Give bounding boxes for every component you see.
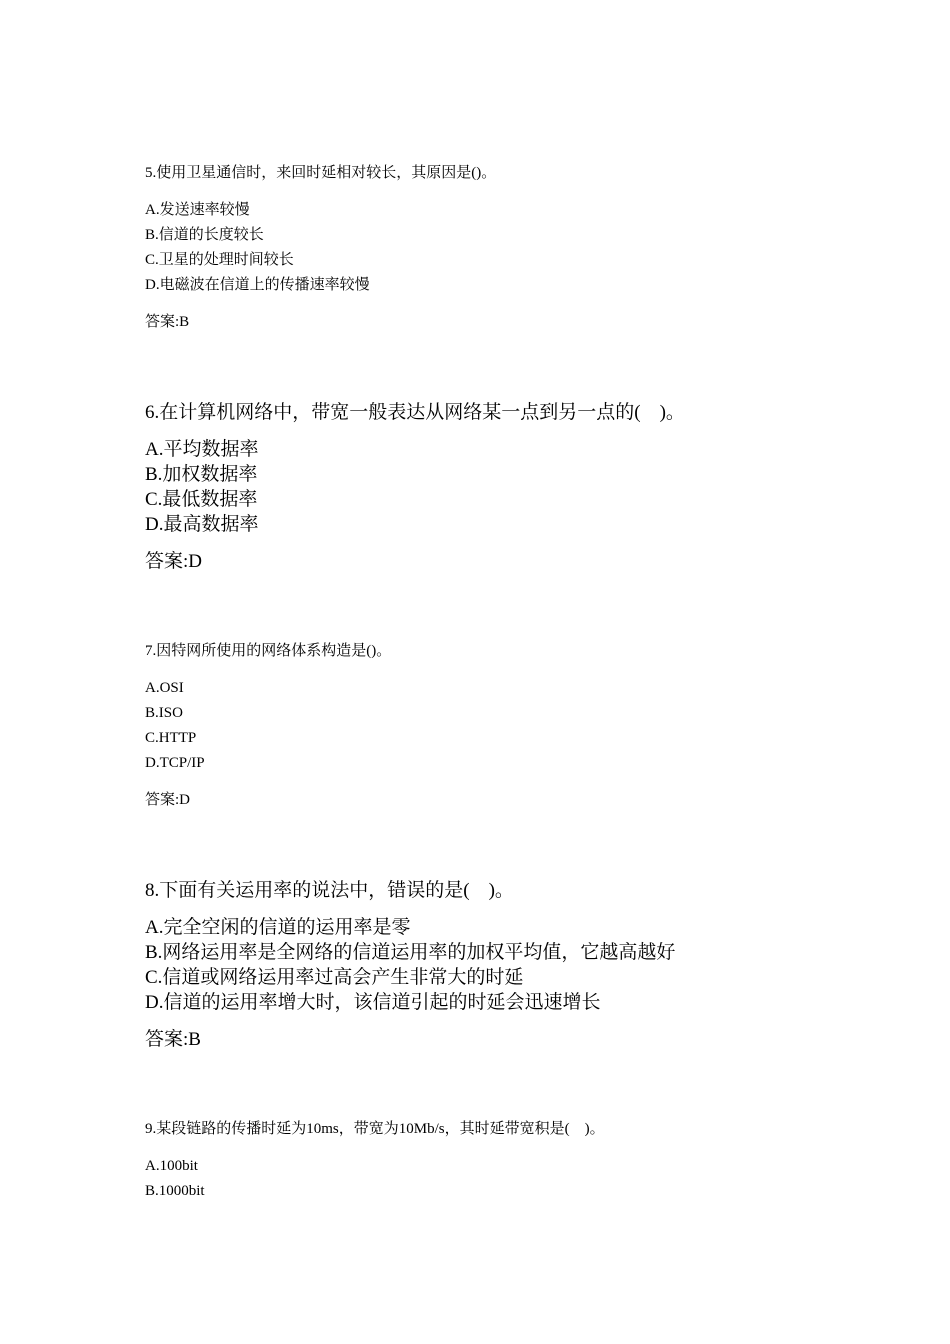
options-list: [145, 915, 905, 1015]
answer-text: 答案:D: [145, 792, 191, 808]
option-b: B.网络运用率是全网络的信道运用率的加权平均值，它越高越好: [145, 942, 676, 963]
question-6: [145, 400, 905, 574]
question-8: [145, 878, 905, 1052]
option-a: A.平均数据率: [145, 439, 259, 460]
options-list: [145, 1154, 905, 1204]
option-d: D.信道的运用率增大时，该信道引起的时延会迅速增长: [145, 992, 601, 1013]
question-text: 7.因特网所使用的网络体系构造是()。: [145, 643, 392, 659]
answer-text: 答案:B: [145, 1029, 201, 1050]
option-d: D.电磁波在信道上的传播速率较慢: [145, 277, 370, 293]
option-d: D.TCP/IP: [145, 755, 205, 771]
options-list: [145, 198, 905, 298]
option-c: C.最低数据率: [145, 489, 258, 510]
option-c: C.HTTP: [145, 730, 197, 746]
option-a: A.100bit: [145, 1158, 198, 1174]
answer-text: 答案:B: [145, 314, 190, 330]
option-a: A.发送速率较慢: [145, 202, 250, 218]
question-text: 5.使用卫星通信时，来回时延相对较长，其原因是()。: [145, 165, 497, 181]
question-text: 8.下面有关运用率的说法中，错误的是( )。: [145, 880, 514, 901]
option-c: C.信道或网络运用率过高会产生非常大的时延: [145, 967, 524, 988]
option-a: A.OSI: [145, 680, 184, 696]
question-text: 9.某段链路的传播时延为10ms，带宽为10Mb/s，其时延带宽积是( )。: [145, 1121, 605, 1137]
option-b: B.加权数据率: [145, 464, 258, 485]
options-list: [145, 437, 905, 537]
question-text: 6.在计算机网络中，带宽一般表达从网络某一点到另一点的( )。: [145, 402, 685, 423]
question-5: [145, 161, 905, 335]
option-c: C.卫星的处理时间较长: [145, 252, 294, 268]
option-b: B.1000bit: [145, 1183, 205, 1199]
question-7: [145, 639, 905, 813]
option-b: B.信道的长度较长: [145, 227, 264, 243]
question-9: [145, 1117, 905, 1204]
options-list: [145, 676, 905, 776]
option-d: D.最高数据率: [145, 514, 259, 535]
option-b: B.ISO: [145, 705, 183, 721]
answer-text: 答案:D: [145, 551, 203, 572]
option-a: A.完全空闲的信道的运用率是零: [145, 917, 411, 938]
